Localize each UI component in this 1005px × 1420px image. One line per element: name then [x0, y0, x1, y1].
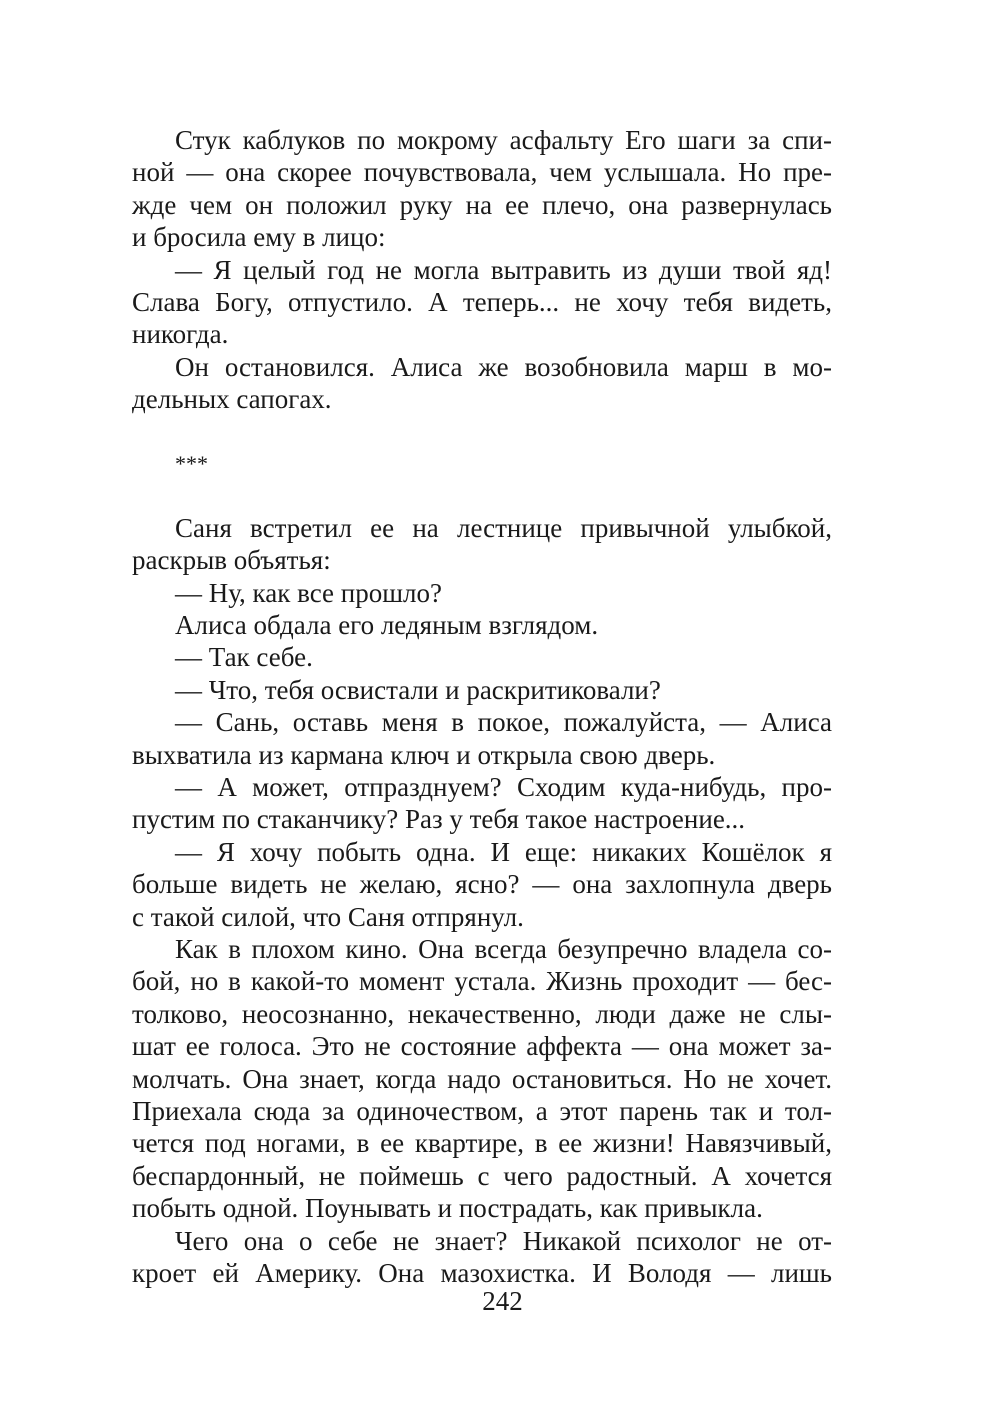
text-line: — Сань, оставь меня в покое, пожалуйста, — Алиса: [175, 707, 832, 738]
text-line: Слава Богу, отпустило. А теперь... не хочу тебя видеть,: [132, 286, 832, 317]
text-line: Как в плохом кино. Она всегда безупречно владела со-: [175, 933, 832, 964]
text-line: Стук каблуков по мокрому асфальту Его шаги за спи-: [175, 125, 832, 155]
text-line: — Ну, как все прошло?: [175, 577, 442, 608]
text-line: молчать. Она знает, когда надо остановиться. Но не хочет.: [132, 1063, 832, 1094]
text-line: — Так себе.: [175, 642, 313, 673]
text-line: толково, неосознанно, некачественно, люди даже не слы-: [132, 998, 832, 1029]
text-line: беспардонный, не поймешь с чего радостный. А хочется: [132, 1160, 832, 1191]
text-line: ной — она скорее почувствовала, чем услышала. Но пре-: [132, 157, 832, 188]
page-text: [132, 124, 832, 1289]
text-line: бой, но в какой-то момент устала. Жизнь проходит — бес-: [132, 966, 832, 997]
text-line: выхватила из кармана ключ и открыла свою дверь.: [132, 739, 716, 770]
text-line: пустим по стаканчику? Раз у тебя такое настроение...: [132, 804, 746, 835]
page-number: 242: [482, 1286, 523, 1316]
text-line: — Я хочу побыть одна. И еще: никаких Кошёлок я: [175, 836, 832, 867]
text-line: жде чем он положил руку на ее плечо, она развернулась: [132, 189, 832, 220]
text-line: никогда.: [132, 319, 229, 350]
text-line: чется под ногами, в ее квартире, в ее жизни! Навязчивый,: [132, 1128, 832, 1159]
section-separator: ***: [175, 450, 208, 476]
text-line: — Я целый год не могла вытравить из души твой яд!: [175, 254, 832, 285]
text-line: побыть одной. Поунывать и пострадать, как привыкла.: [132, 1193, 763, 1224]
text-line: шат ее голоса. Это не состояние аффекта — она может за-: [132, 1031, 832, 1062]
text-line: — А может, отпразднуем? Сходим куда-нибудь, про-: [175, 772, 832, 803]
text-line: с такой силой, что Саня отпрянул.: [132, 901, 524, 932]
text-line: кроет ей Америку. Она мазохистка. И Володя — лишь: [132, 1257, 832, 1288]
text-line: — Что, тебя освистали и раскритиковали?: [175, 674, 661, 705]
text-line: раскрыв объятья:: [132, 545, 331, 576]
text-line: дельных сапогах.: [132, 384, 332, 415]
text-line: Приехала сюда за одиночеством, а этот парень так и тол-: [132, 1095, 832, 1126]
text-line: Саня встретил ее на лестнице привычной улыбкой,: [175, 512, 832, 543]
text-line: Алиса обдала его ледяным взглядом.: [175, 610, 599, 641]
text-line: больше видеть не желаю, ясно? — она захлопнула дверь: [132, 869, 832, 900]
text-line: и бросила ему в лицо:: [132, 222, 386, 253]
text-line: Он остановился. Алиса же возобновила марш в мо-: [175, 351, 832, 382]
text-line: Чего она о себе не знает? Никакой психолог не от-: [175, 1225, 832, 1256]
